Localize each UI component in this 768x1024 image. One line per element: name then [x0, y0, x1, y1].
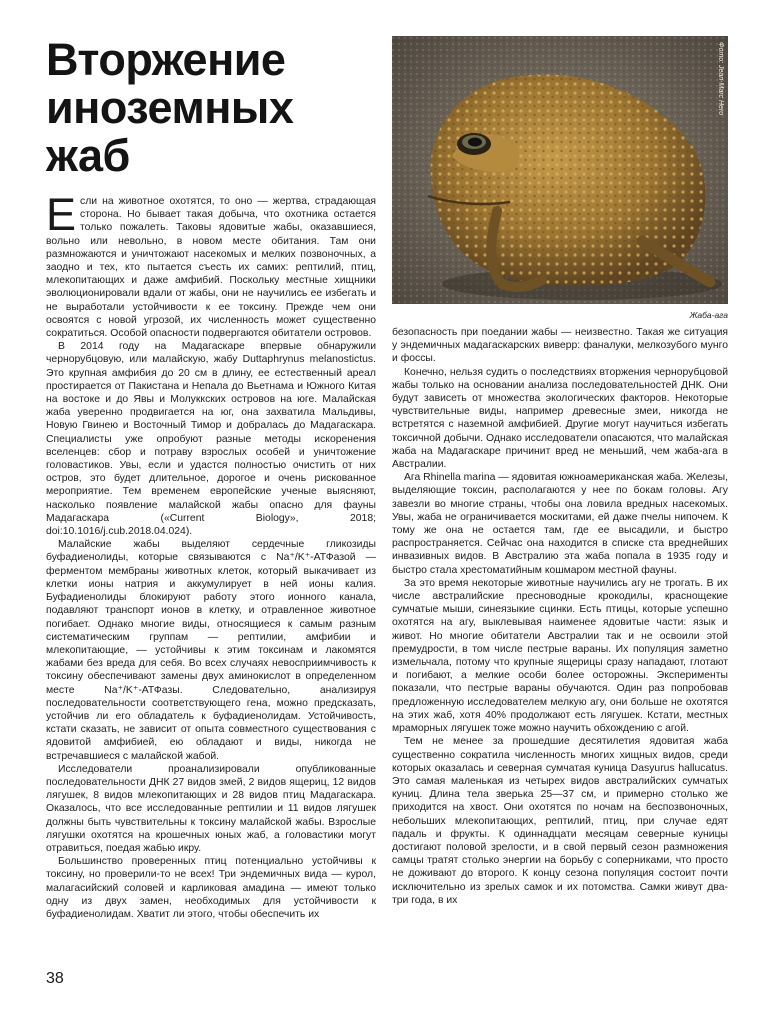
paragraph-continued: безопасность при поедании жабы — неизвестно. Такая же ситуация у эндемичных мадагаскарских виверр: фаналуки, мелкозубого мунго и фоссы.	[392, 327, 728, 365]
intro-paragraph	[46, 189, 376, 340]
paragraph: Исследователи проанализировали опубликованные последовательности ДНК 27 видов змей, 2 видов ящериц, 12 видов лягушек, 8 видов млекопитающих и 28 видов птиц Мадагаскара. Оказалось, что все исследованные рептилии и 11 видов лягушек должны быть чувствительны к токсину малайской жабы. Взрослые лягушки охотятся на крошечных юных жаб, а головастики могут отравиться, поедая жабью икру.	[46, 763, 376, 854]
title-line-3: жаб	[46, 130, 130, 181]
paragraph: Конечно, нельзя судить о последствиях вторжения чернорубцовой жабы только на основании анализа последовательностей ДНК. Они будут зависеть от множества экологических факторов. Некоторые чувствительные виды, например древесные змеи, никогда не встретятся с наземной амфибией. Другие могут научиться избегать токсичной добычи. Однако исследователи опасаются, что малайская жаба на Мадагаскаре причинит вред не меньший, чем жаба-ага в Австралии.	[392, 366, 728, 471]
page-number: 38	[46, 970, 64, 987]
paragraph: Малайские жабы выделяют сердечные гликозиды буфадиенолиды, которые связываются с Na⁺/K⁺-АТФазой — ферментом мембраны животных клеток, который выкачивает из клетки ионы натрия и аккумулирует в ней ионы калия. Буфадиенолиды блокируют работу этого ионного канала, подавляют транспорт ионов в клетку, и отравленное животное погибает. Однако многие виды, относящиеся к самым разным систематическим группам — рептилии, амфибии и млекопитающие, — устойчивы к этим токсинам и лакомятся жабами без вреда для себя. Во всех случаях невосприимчивость к токсину обеспечивают замены двух аминокислот в определенном месте Na⁺/K⁺-АТФазы. Следовательно, анализируя последовательности соответствующего гена, можно предсказать, устойчив ли его обладатель к буфадиенолидам. Устойчивость, кстати сказать, не зависит от опыта совместного существования с ядовитой амфибией, ею обладают и виды, никогда не встречавшиеся с малайской жабой.	[46, 539, 376, 762]
toad-illustration	[392, 36, 728, 304]
toad-photo	[392, 36, 728, 304]
photo-credit: Фото: Jean-Marc Hero	[717, 42, 724, 116]
left-column	[46, 189, 376, 921]
paragraph: Ага Rhinella marina — ядовитая южноамериканская жаба. Железы, выделяющие токсин, располагаются у нее по бокам головы. Агу завезли во многие страны, чтобы она ловила вредных насекомых. Увы, жаба не ограничивается москитами, ей даже пчелы нипочем. К тому же она не остается там, где ее высадили, и быстро распространяется. Сейчас она находится в списке ста вреднейших инвазивных видов. В Австралию эта жаба попала в 1935 году и быстро стала хрестоматийным кошмаром местной фауны.	[392, 472, 728, 576]
paragraph: В 2014 году на Мадагаскаре впервые обнаружили чернорубцовую, или малайскую, жабу Duttaphrynus melanostictus. Это крупная амфибия до 20 см в длину, ее естественный ареал простирается от Пакистана и Непала до Вьетнама и Южного Китая на востоке и до Явы и Молуккских островов на юге. Малайская жаба уверенно продвигается на юг, она захватила Мальдивы, Новую Гвинею и Восточный Тимор и добралась до Мадагаскара. Специалисты уже опробуют разные методы искоренения вселенцев: сбор и потраву взрослых особей и уничтожение головастиков. Увы, если и удастся полностью очистить от них остров, это будет длительное, дорогое и очень рискованное мероприятие. Тем временем европейские ученые выясняют, насколько появление малайской жабы опасно для фауны Мадагаскара («Current Biology», 2018; doi:10.1016/j.cub.2018.04.024).	[46, 341, 376, 538]
article-title	[46, 36, 376, 180]
title-line-2: иноземных	[46, 82, 294, 133]
title-line-1: Вторжение	[46, 34, 286, 85]
photo-caption: Жаба-ага	[689, 310, 728, 320]
paragraph: Большинство проверенных птиц потенциально устойчивы к токсину, но проверили-то не всех! Три эндемичных вида — курол, малагасийский соловей и карликовая амадина — имеют только одну из двух замен, необходимых для устойчивости к буфадиенолидам. Хватит ли этого, чтобы обеспечить их	[46, 856, 376, 920]
right-column	[392, 326, 728, 907]
drop-cap: Е	[46, 189, 77, 240]
paragraph: Тем не менее за прошедшие десятилетия ядовитая жаба существенно сократила численность многих хищных видов, среди которых оказалась и северная сумчатая куница Dasyurus hallucatus. Это самая маленькая из четырех видов австралийских сумчатых куниц. Длина тела зверька 25—37 см, и примерно столько же приходится на хвост. Они охотятся по ночам на беспозвоночных, небольших млекопитающих, рептилий, птиц, при случае едят падаль и фрукты. К одиннадцати месяцам северные куницы достигают половой зрелости, и в свой первый сезон размножения самцы тратят столько энергии на борьбу с соперниками, что просто не доживают до второго. К концу сезона популяция состоит почти исключительно из зрелых самок и их потомства. Самки живут два-три года, в их	[392, 736, 728, 906]
paragraph: За это время некоторые животные научились агу не трогать. В их числе австралийские пресноводные крокодилы, краснощекие сумчатые мыши, синеязыкие сцинки. Есть птицы, которые успешно охотятся на агу, выклевывая наименее ядовитые части: язык и живот. Но многие обитатели Австралии так и не освоили этой премудрости, в том числе пестрые вараны. Их популяция заметно измельчала, потому что крупные ящерицы сразу нападают, глотают и погибают, а мелкие особи более осторожны. Эксперименты показали, что пестрые вараны обучаются. Один раз попробовав предложенную исследователем мелкую агу, они больше не охотятся на этих жаб, хотя 40% продолжают есть лягушек. Кстати, местных мраморных лягушек тоже можно научить обхождению с агой.	[392, 577, 728, 735]
intro-text: сли на животное охотятся, то оно — жертва, страдающая сторона. Но бывает такая добыча, что охотника остается только пожалеть. Таковы ядовитые жабы, оказавшиеся, вольно или невольно, в новом месте обитания. Там они размножаются и уничтожают насекомых и мелких позвоночных, а заодно и тех, кто пытается съесть их самих: рептилий, птиц, млекопитающих и даже амфибий. Поскольку местные хищники эволюционировали вдали от жабы, они не научились ее избегать и не выработали устойчивости к ее токсину. Прежде чем они освоятся с новой угрозой, их численность может существенно сократиться. Особой опасности подвергаются обитатели островов.	[46, 196, 376, 340]
